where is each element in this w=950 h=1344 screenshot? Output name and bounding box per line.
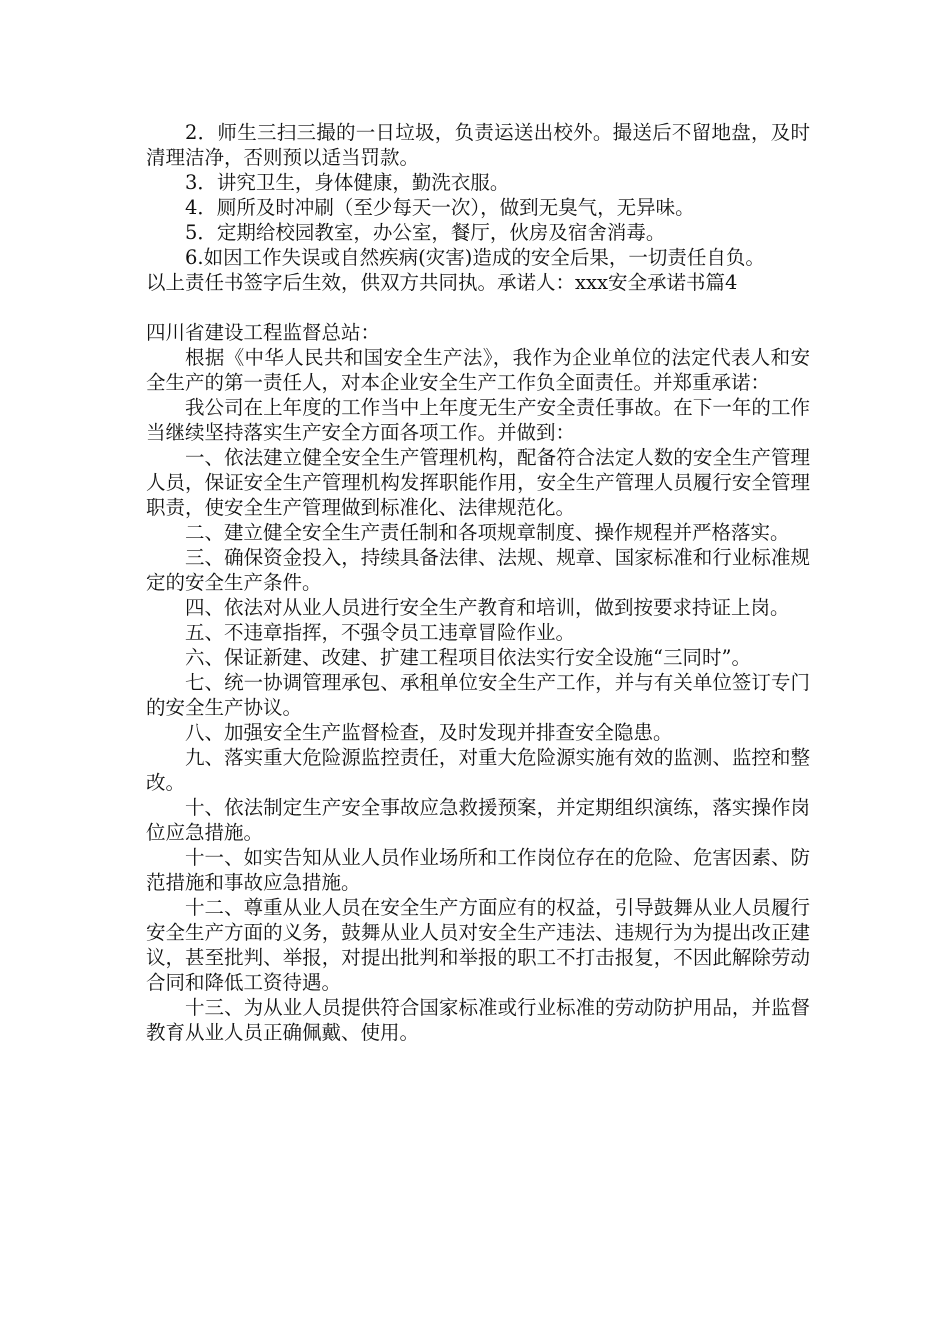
commitment-item-3: 三、确保资金投入，持续具备法律、法规、规章、国家标准和行业标准规定的安全生产条件。	[146, 546, 810, 594]
commitment-item-5: 五、不违章指挥，不强令员工违章冒险作业。	[185, 621, 576, 644]
paragraph-item-4: 4．厕所及时冲刷（至少每天一次），做到无臭气，无异味。	[185, 196, 695, 219]
commitment-item-10: 十、依法制定生产安全事故应急救援预案，并定期组织演练，落实操作岗位应急措施。	[146, 796, 810, 844]
paragraph-intro-law: 根据《中华人民共和国安全生产法》，我作为企业单位的法定代表人和安全生产的第一责任人，对本企业安全生产工作负全面责任。并郑重承诺：	[146, 346, 810, 394]
paragraph-item-2: 2．师生三扫三撮的一日垃圾，负责运送出校外。撮送后不留地盘，及时清理洁净，否则预以适当罚款。	[146, 121, 810, 169]
paragraph-intro-commitment: 我公司在上年度的工作当中上年度无生产安全责任事故。在下一年的工作当继续坚持落实生产安全方面各项工作。并做到：	[146, 396, 810, 444]
commitment-item-6: 六、保证新建、改建、扩建工程项目依法实行安全设施“三同时”。	[185, 646, 751, 669]
paragraph-item-5: 5．定期给校园教室，办公室，餐厅，伙房及宿舍消毒。	[185, 221, 666, 244]
paragraph-signature-line: 以上责任书签字后生效，供双方共同执。承诺人：xxx安全承诺书篇4	[146, 271, 738, 294]
paragraph-item-6: 6.如因工作失误或自然疾病(灾害)造成的安全后果，一切责任自负。	[185, 246, 765, 269]
commitment-item-12: 十二、尊重从业人员在安全生产方面应有的权益，引导鼓舞从业人员履行安全生产方面的义务，鼓舞从业人员对安全生产违法、违规行为为提出改正建议，甚至批判、举报，对提出批判和举报的职工不打击报复，不因此解除劳动合同和降低工资待遇。	[146, 896, 810, 994]
commitment-item-1: 一、依法建立健全安全生产管理机构，配备符合法定人数的安全生产管理人员，保证安全生产管理机构发挥职能作用，安全生产管理人员履行安全管理职责，使安全生产管理做到标准化、法律规范化。	[146, 446, 810, 519]
commitment-item-4: 四、依法对从业人员进行安全生产教育和培训，做到按要求持证上岗。	[185, 596, 790, 619]
commitment-item-8: 八、加强安全生产监督检查，及时发现并排查安全隐患。	[185, 721, 673, 744]
commitment-item-7: 七、统一协调管理承包、承租单位安全生产工作，并与有关单位签订专门的安全生产协议。	[146, 671, 810, 719]
document-page	[146, 120, 810, 1045]
paragraph-recipient: 四川省建设工程监督总站：	[146, 321, 381, 344]
commitment-item-13: 十三、为从业人员提供符合国家标准或行业标准的劳动防护用品，并监督教育从业人员正确佩戴、使用。	[146, 996, 810, 1044]
commitment-item-11: 十一、如实告知从业人员作业场所和工作岗位存在的危险、危害因素、防范措施和事故应急措施。	[146, 846, 810, 894]
paragraph-item-3: 3．讲究卫生，身体健康，勤洗衣服。	[185, 171, 510, 194]
blank-line	[146, 295, 810, 320]
commitment-item-9: 九、落实重大危险源监控责任，对重大危险源实施有效的监测、监控和整改。	[146, 746, 810, 794]
commitment-item-2: 二、建立健全安全生产责任制和各项规章制度、操作规程并严格落实。	[185, 521, 790, 544]
